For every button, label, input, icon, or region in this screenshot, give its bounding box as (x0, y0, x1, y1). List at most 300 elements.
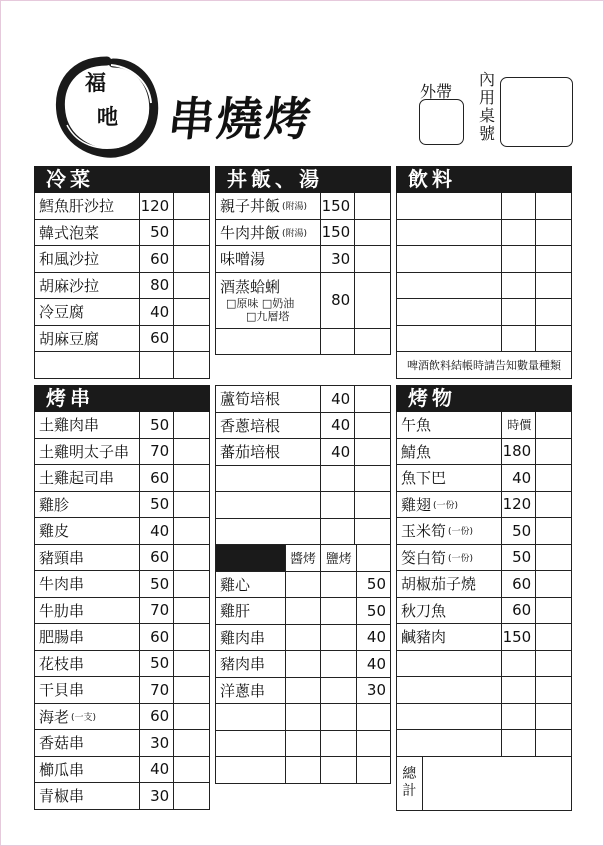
item-price: 60 (502, 598, 536, 624)
item-name (35, 352, 140, 378)
drink-name-cell[interactable] (397, 246, 502, 272)
salt-qty-cell[interactable] (321, 572, 357, 598)
item-name-text: 土雞肉串 (39, 416, 100, 435)
table-row (35, 273, 210, 300)
item-note: (附湯) (282, 202, 308, 213)
table-row (216, 329, 391, 356)
quantity-cell[interactable] (355, 193, 391, 219)
item-name (216, 273, 321, 328)
item-name (216, 598, 286, 624)
item-name-text: 秋刀魚 (401, 601, 447, 620)
grilled-section (396, 385, 572, 811)
option-original[interactable]: □原味 (226, 296, 259, 310)
item-name (216, 193, 321, 219)
sauce-header-row (216, 545, 391, 572)
item-name-text: 和風沙拉 (39, 250, 100, 269)
section-title: 丼飯、湯 (215, 166, 391, 193)
item-name-text: 青椒串 (39, 787, 85, 806)
salt-qty-cell[interactable] (321, 678, 357, 704)
item-name-text: 雞皮 (39, 522, 70, 541)
rice-soup-section (215, 166, 391, 355)
empty-cell (397, 704, 502, 730)
drink-price-cell[interactable] (502, 273, 536, 299)
item-name (216, 246, 321, 272)
item-name-text: 海老 (39, 707, 70, 726)
sauce-qty-cell[interactable] (286, 625, 322, 651)
item-price: 120 (140, 193, 174, 219)
logo-char-2: 吔 (97, 104, 118, 129)
table-row (216, 731, 391, 758)
drinks-section (396, 166, 572, 379)
quantity-cell[interactable] (174, 193, 210, 219)
drink-price-cell[interactable] (502, 220, 536, 246)
salt-qty-cell[interactable] (321, 704, 357, 730)
item-price: 30 (357, 678, 391, 704)
empty-cell (502, 704, 536, 730)
item-price: 180 (502, 439, 536, 465)
quantity-cell[interactable] (174, 492, 210, 518)
skewers-section (34, 385, 210, 810)
item-price: 40 (357, 651, 391, 677)
item-name-text: 香菇串 (39, 734, 85, 753)
quantity-cell[interactable] (355, 439, 391, 465)
table-row (216, 246, 391, 273)
item-price: 50 (140, 571, 174, 597)
section-title: 烤串 (34, 385, 210, 412)
quantity-cell[interactable] (536, 439, 572, 465)
item-name (35, 545, 140, 571)
item-name-text: 肥腸串 (39, 628, 85, 647)
table-row (397, 571, 572, 598)
item-name-text: 土雞明太子串 (39, 442, 130, 461)
table-row (397, 624, 572, 651)
sauce-qty-cell[interactable] (286, 704, 322, 730)
quantity-cell[interactable] (536, 624, 572, 650)
table-row (216, 220, 391, 247)
table-row (35, 677, 210, 704)
empty-cell (321, 492, 355, 518)
drink-price-cell[interactable] (502, 326, 536, 352)
item-name (397, 518, 502, 544)
item-price: 時價 (502, 412, 536, 438)
bacon-sauce-section (215, 385, 391, 784)
quantity-cell[interactable] (355, 246, 391, 272)
item-name-text: 魚下巴 (401, 469, 447, 488)
drink-name-cell[interactable] (397, 326, 502, 352)
item-price: 40 (321, 439, 355, 465)
item-name (35, 651, 140, 677)
empty-cell (397, 651, 502, 677)
item-name-text: 鹹豬肉 (401, 628, 447, 647)
quantity-cell[interactable] (536, 651, 572, 677)
table-row (35, 518, 210, 545)
item-name-text: 牛肉串 (39, 575, 85, 594)
item-name-text: 親子丼飯 (220, 197, 281, 216)
item-name (35, 299, 140, 325)
quantity-cell[interactable] (174, 439, 210, 465)
table-row (35, 783, 210, 810)
quantity-cell[interactable] (536, 545, 572, 571)
item-name-text: 牛肉丼飯 (220, 223, 281, 242)
item-name-text: 雞胗 (39, 495, 70, 514)
table-row (35, 439, 210, 466)
item-name (397, 545, 502, 571)
table-row (216, 572, 391, 599)
table-row (397, 220, 572, 247)
quantity-cell[interactable] (536, 326, 572, 352)
quantity-cell[interactable] (174, 571, 210, 597)
quantity-cell[interactable] (536, 412, 572, 438)
empty-cell (216, 519, 321, 545)
item-name-text: 鯖魚 (401, 442, 432, 461)
quantity-cell[interactable] (174, 624, 210, 650)
section-title: 烤物 (396, 385, 572, 412)
item-price: 60 (140, 704, 174, 730)
item-price: 40 (357, 625, 391, 651)
quantity-cell[interactable] (174, 220, 210, 246)
item-name-text: 胡椒茄子燒 (401, 575, 477, 594)
item-price: 30 (140, 783, 174, 809)
item-name-text: 豬肉串 (220, 655, 266, 674)
table-row (397, 598, 572, 625)
item-name-text: 香蔥培根 (220, 416, 281, 435)
item-name (216, 386, 321, 412)
item-price: 50 (357, 598, 391, 624)
quantity-cell[interactable] (174, 412, 210, 438)
table-row (35, 193, 210, 220)
table-row (35, 704, 210, 731)
quantity-cell[interactable] (536, 299, 572, 325)
drink-price-cell[interactable] (502, 246, 536, 272)
table-row (35, 326, 210, 353)
drink-price-cell[interactable] (502, 299, 536, 325)
quantity-cell[interactable] (174, 246, 210, 272)
empty-cell (357, 731, 391, 757)
sauce-qty-cell[interactable] (286, 731, 322, 757)
table-row (216, 193, 391, 220)
table-row (216, 757, 391, 784)
item-name (216, 678, 286, 704)
item-name (35, 246, 140, 272)
item-name-text: 蘆筍培根 (220, 390, 281, 409)
item-name-text: 鱈魚肝沙拉 (39, 197, 115, 216)
empty-cell (357, 704, 391, 730)
item-price: 60 (140, 465, 174, 491)
quantity-cell[interactable] (174, 518, 210, 544)
table-row (397, 465, 572, 492)
item-name (216, 651, 286, 677)
table-row (397, 246, 572, 273)
quantity-cell[interactable] (536, 273, 572, 299)
item-price: 70 (140, 439, 174, 465)
table-row (216, 519, 391, 546)
item-name (397, 439, 502, 465)
table-row (397, 412, 572, 439)
item-price: 40 (321, 413, 355, 439)
item-name-text: 土雞起司串 (39, 469, 115, 488)
item-name (35, 598, 140, 624)
item-name-text: 胡麻沙拉 (39, 276, 100, 295)
item-name-text: 筊白筍 (401, 548, 447, 567)
salt-grilled-header: 鹽烤 (321, 545, 357, 571)
quantity-cell[interactable] (174, 757, 210, 783)
table-row (216, 651, 391, 678)
quantity-cell[interactable] (536, 704, 572, 730)
sauce-qty-cell[interactable] (286, 678, 322, 704)
table-row (35, 492, 210, 519)
table-row (397, 545, 572, 572)
table-row (216, 625, 391, 652)
item-price: 40 (140, 299, 174, 325)
item-price: 70 (140, 598, 174, 624)
item-name-text: 牛肋串 (39, 601, 85, 620)
sauce-qty-cell[interactable] (286, 572, 322, 598)
item-price: 50 (502, 518, 536, 544)
item-price: 120 (502, 492, 536, 518)
item-name (35, 492, 140, 518)
sauce-qty-cell[interactable] (286, 651, 322, 677)
item-name (397, 492, 502, 518)
empty-cell (357, 757, 391, 783)
item-price: 70 (140, 677, 174, 703)
item-name (35, 220, 140, 246)
empty-cell (397, 677, 502, 703)
item-name (216, 439, 321, 465)
sauce-grilled-header: 醬烤 (286, 545, 322, 571)
table-row (397, 299, 572, 326)
item-price: 30 (321, 246, 355, 272)
item-name (216, 572, 286, 598)
item-name-text: 味噌湯 (220, 250, 266, 269)
item-price: 50 (140, 412, 174, 438)
item-price: 150 (502, 624, 536, 650)
item-name (35, 571, 140, 597)
empty-cell (321, 519, 355, 545)
shop-title: 串燒烤 (165, 92, 316, 146)
drink-price-cell[interactable] (502, 193, 536, 219)
item-name (35, 412, 140, 438)
item-name-text: 韓式泡菜 (39, 223, 100, 242)
empty-cell (216, 731, 286, 757)
option-basil[interactable]: □九層塔 (246, 309, 290, 323)
item-name-text: 櫛瓜串 (39, 760, 85, 779)
quantity-cell[interactable] (355, 413, 391, 439)
item-price: 50 (140, 220, 174, 246)
item-note: (附湯) (282, 228, 308, 239)
item-name (397, 465, 502, 491)
item-price: 40 (502, 465, 536, 491)
item-price: 150 (321, 220, 355, 246)
quantity-cell[interactable] (355, 386, 391, 412)
quantity-cell[interactable] (355, 466, 391, 492)
item-name (35, 677, 140, 703)
item-name (35, 624, 140, 650)
sake-options (220, 297, 294, 323)
item-name-text: 蕃茄培根 (220, 443, 281, 462)
total-amount-field[interactable] (423, 757, 572, 810)
option-butter[interactable]: □奶油 (261, 296, 295, 310)
quantity-cell[interactable] (536, 730, 572, 756)
item-name (35, 704, 140, 730)
logo-char-1: 福 (85, 70, 106, 95)
item-price: 60 (140, 246, 174, 272)
quantity-cell[interactable] (536, 571, 572, 597)
quantity-cell[interactable] (174, 598, 210, 624)
drink-name-cell[interactable] (397, 193, 502, 219)
salt-qty-cell[interactable] (321, 598, 357, 624)
quantity-cell[interactable] (536, 598, 572, 624)
quantity-cell[interactable] (174, 677, 210, 703)
item-price: 40 (140, 518, 174, 544)
table-row (35, 624, 210, 651)
quantity-cell[interactable] (174, 465, 210, 491)
quantity-cell[interactable] (174, 299, 210, 325)
quantity-cell[interactable] (174, 352, 210, 378)
table-row (35, 352, 210, 379)
table-row (397, 193, 572, 220)
sake-clam-name: 酒蒸蛤蜊 (220, 277, 281, 296)
empty-cell (502, 730, 536, 756)
item-name (35, 193, 140, 219)
item-name (216, 413, 321, 439)
quantity-cell[interactable] (174, 545, 210, 571)
quantity-cell[interactable] (355, 492, 391, 518)
dinein-label: 內用桌號 (478, 70, 495, 143)
table-row (216, 678, 391, 705)
quantity-cell[interactable] (174, 730, 210, 756)
empty-cell (216, 704, 286, 730)
table-number-field[interactable] (500, 77, 573, 147)
total-label (397, 757, 423, 810)
table-row (35, 545, 210, 572)
item-note: (一份) (448, 553, 474, 564)
item-name (216, 625, 286, 651)
table-row (35, 220, 210, 247)
table-row (35, 299, 210, 326)
item-name (35, 783, 140, 809)
table-row (216, 413, 391, 440)
item-price: 80 (321, 273, 355, 328)
quantity-cell[interactable] (174, 783, 210, 809)
table-row (397, 273, 572, 300)
quantity-cell[interactable] (536, 193, 572, 219)
empty-cell (216, 757, 286, 783)
item-price: 80 (140, 273, 174, 299)
drink-name-cell[interactable] (397, 299, 502, 325)
quantity-cell[interactable] (174, 273, 210, 299)
table-row (35, 757, 210, 784)
sauce-qty-cell[interactable] (286, 598, 322, 624)
item-price: 30 (140, 730, 174, 756)
empty-cell (216, 492, 321, 518)
item-note: (一份) (448, 527, 474, 538)
table-row (397, 651, 572, 678)
quantity-cell[interactable] (174, 704, 210, 730)
empty-cell (216, 466, 321, 492)
item-name (216, 220, 321, 246)
empty-cell (502, 651, 536, 677)
item-price: 50 (357, 572, 391, 598)
item-price: 50 (140, 651, 174, 677)
table-row (397, 439, 572, 466)
quantity-cell[interactable] (536, 246, 572, 272)
quantity-cell[interactable] (536, 518, 572, 544)
table-row (397, 326, 572, 353)
item-name-text: 洋蔥串 (220, 681, 266, 700)
quantity-cell[interactable] (174, 651, 210, 677)
salt-qty-cell[interactable] (321, 757, 357, 783)
item-price: 40 (140, 757, 174, 783)
takeout-checkbox[interactable] (419, 99, 464, 145)
table-row (397, 352, 572, 379)
item-price: 60 (140, 545, 174, 571)
item-name (397, 412, 502, 438)
item-name-text: 花枝串 (39, 654, 85, 673)
empty-cell (502, 677, 536, 703)
quantity-cell[interactable] (536, 220, 572, 246)
item-name-text: 冷豆腐 (39, 303, 85, 322)
salt-qty-cell[interactable] (321, 651, 357, 677)
item-name-text: 胡麻豆腐 (39, 329, 100, 348)
item-name-text: 雞肝 (220, 602, 251, 621)
drink-name-cell[interactable] (397, 273, 502, 299)
table-row (35, 465, 210, 492)
quantity-cell[interactable] (355, 220, 391, 246)
sauce-qty-cell[interactable] (286, 757, 322, 783)
quantity-cell[interactable] (174, 326, 210, 352)
table-row (397, 677, 572, 704)
item-name-text: 午魚 (401, 416, 432, 435)
table-row (397, 492, 572, 519)
quantity-cell[interactable] (355, 273, 391, 328)
table-row (35, 246, 210, 273)
table-row (35, 651, 210, 678)
item-name (397, 598, 502, 624)
table-row (216, 598, 391, 625)
item-name-text: 干貝串 (39, 681, 85, 700)
takeout-label: 外帶 (420, 82, 453, 101)
table-row (35, 598, 210, 625)
drink-name-cell[interactable] (397, 220, 502, 246)
quantity-cell[interactable] (536, 677, 572, 703)
item-name-text: 雞心 (220, 575, 251, 594)
table-row (35, 730, 210, 757)
empty-cell (397, 730, 502, 756)
item-price: 60 (140, 624, 174, 650)
salt-qty-cell[interactable] (321, 731, 357, 757)
item-name (35, 273, 140, 299)
item-name (35, 730, 140, 756)
quantity-cell[interactable] (536, 465, 572, 491)
salt-qty-cell[interactable] (321, 625, 357, 651)
item-name-text: 玉米筍 (401, 522, 447, 541)
item-price: 50 (140, 492, 174, 518)
quantity-cell[interactable] (355, 519, 391, 545)
table-row (216, 439, 391, 466)
item-name-text: 雞翅 (401, 495, 432, 514)
item-note: (一份) (433, 500, 459, 511)
total-label-text: 總計 (402, 766, 417, 799)
item-name (397, 624, 502, 650)
quantity-cell[interactable] (355, 329, 391, 355)
quantity-cell[interactable] (536, 492, 572, 518)
cold-dishes-section (34, 166, 210, 379)
table-row (35, 412, 210, 439)
item-price (140, 352, 174, 378)
item-price: 40 (321, 386, 355, 412)
item-name-text: 豬頸串 (39, 548, 85, 567)
table-row (216, 704, 391, 731)
